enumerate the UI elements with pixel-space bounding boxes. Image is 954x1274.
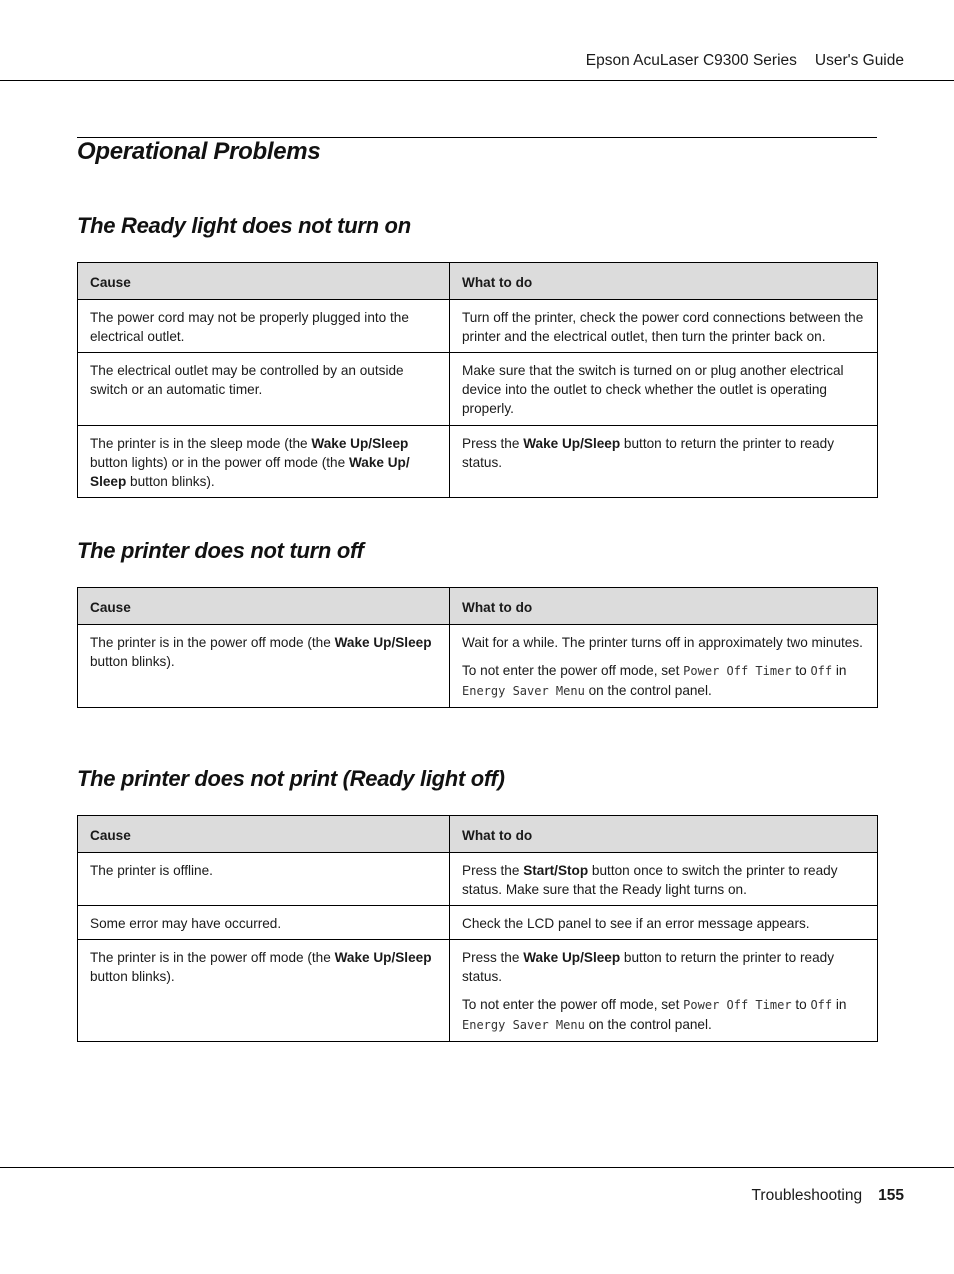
footer-section: Troubleshooting [751, 1187, 863, 1204]
action-cell [450, 940, 878, 1042]
action-cell: Check the LCD panel to see if an error message appears. [450, 906, 878, 940]
table-does-not-print [77, 815, 878, 1042]
cause-cell: The printer is in the sleep mode (the Wake Up/Sleep button lights) or in the power off mode (the Wake Up/ Sleep button blinks). [78, 426, 450, 498]
section-heading-does-not-turn-off: The printer does not turn off [77, 538, 364, 563]
table-row [78, 426, 878, 498]
page-number: 155 [878, 1187, 904, 1204]
table-row [78, 940, 878, 1042]
menu-energy-saver: Energy Saver Menu [462, 1018, 585, 1032]
action-paragraph: Press the Wake Up/Sleep button to return the printer to ready status. [462, 950, 835, 984]
wake-up-sleep-label: Wake Up/Sleep [334, 950, 432, 965]
cause-cell: Some error may have occurred. [78, 906, 450, 940]
footer-rule [0, 1167, 954, 1168]
table-row [78, 300, 878, 353]
action-paragraph: Wait for a while. The printer turns off in approximately two minutes. [462, 635, 863, 650]
column-header-cause: Cause [78, 588, 450, 625]
wake-up-sleep-label: Wake Up/Sleep [523, 436, 621, 451]
section-heading-does-not-print: The printer does not print (Ready light off) [77, 766, 505, 791]
menu-value-off: Off [810, 664, 833, 678]
wake-up-sleep-label: Wake Up/Sleep [523, 950, 621, 965]
table-ready-light [77, 262, 878, 498]
start-stop-label: Start/Stop [523, 863, 589, 878]
running-header [586, 52, 904, 70]
table-does-not-turn-off [77, 587, 878, 708]
column-header-what-to-do: What to do [450, 816, 878, 853]
header-guide: User's Guide [814, 52, 904, 69]
menu-value-off: Off [810, 998, 833, 1012]
column-header-what-to-do: What to do [450, 588, 878, 625]
header-rule [0, 80, 954, 81]
menu-setting-power-off-timer: Power Off Timer [683, 664, 792, 678]
column-header-cause: Cause [78, 263, 450, 300]
cause-cell: The electrical outlet may be controlled by an outside switch or an automatic timer. [78, 353, 450, 426]
section-heading-ready-light: The Ready light does not turn on [77, 213, 411, 238]
cause-cell: The printer is offline. [78, 853, 450, 906]
menu-energy-saver: Energy Saver Menu [462, 684, 585, 698]
page-title: Operational Problems [77, 138, 321, 165]
menu-setting-power-off-timer: Power Off Timer [683, 998, 792, 1012]
action-cell: Turn off the printer, check the power cord connections between the printer and the electrical outlet, then turn the printer back on. [450, 300, 878, 353]
header-product: Epson AcuLaser C9300 Series [585, 52, 797, 69]
cause-cell: The printer is in the power off mode (the Wake Up/Sleep button blinks). [78, 940, 450, 1042]
action-paragraph: To not enter the power off mode, set Power Off Timer to Off in Energy Saver Menu on the control panel. [462, 997, 847, 1032]
wake-up-sleep-label: Wake Up/ Sleep [90, 455, 410, 489]
cause-cell: The power cord may not be properly plugged into the electrical outlet. [78, 300, 450, 353]
table-row [78, 853, 878, 906]
action-cell [450, 625, 878, 708]
wake-up-sleep-label: Wake Up/Sleep [334, 635, 432, 650]
wake-up-sleep-label: Wake Up/Sleep [311, 436, 409, 451]
table-row [78, 906, 878, 940]
action-paragraph: To not enter the power off mode, set Power Off Timer to Off in Energy Saver Menu on the control panel. [462, 663, 847, 698]
action-cell: Press the Wake Up/Sleep button to return the printer to ready status. [450, 426, 878, 498]
table-row [78, 625, 878, 708]
running-footer [752, 1187, 904, 1205]
action-cell: Press the Start/Stop button once to switch the printer to ready status. Make sure that the Ready light turns on. [450, 853, 878, 906]
column-header-what-to-do: What to do [450, 263, 878, 300]
table-header-row [78, 588, 878, 625]
cause-cell: The printer is in the power off mode (the Wake Up/Sleep button blinks). [78, 625, 450, 708]
column-header-cause: Cause [78, 816, 450, 853]
table-header-row [78, 816, 878, 853]
table-header-row [78, 263, 878, 300]
action-cell: Make sure that the switch is turned on or plug another electrical device into the outlet to check whether the outlet is operating properly. [450, 353, 878, 426]
table-row [78, 353, 878, 426]
